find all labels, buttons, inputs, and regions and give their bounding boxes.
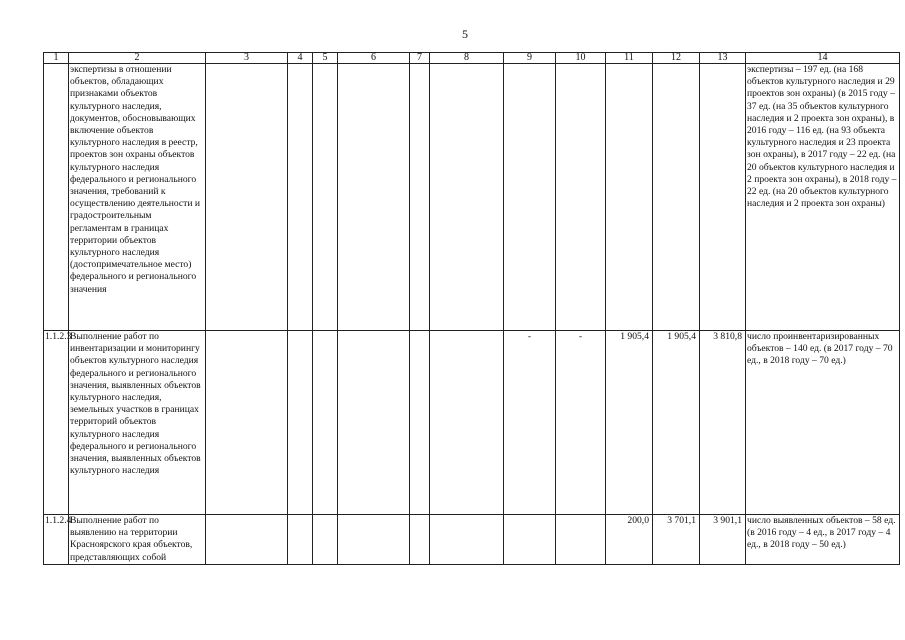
row-col9: - <box>504 331 556 515</box>
row-code: 1.1.2.3 <box>44 331 69 515</box>
row-name: Выполнение работ по выявлению на территории Красноярского края объектов, представляющих собой <box>69 515 206 565</box>
row-col12: 1 905,4 <box>653 331 700 515</box>
row-col10 <box>556 515 606 565</box>
table-row <box>44 515 900 565</box>
empty-cell <box>288 64 313 331</box>
row-code: 1.1.2.4 <box>44 515 69 565</box>
header-cell: 13 <box>700 53 746 64</box>
row-result: экспертизы – 197 ед. (на 168 объектов культурного наследия и 29 проектов зон охраны) (в 2015 году – 37 ед. (на 35 объектов культурного наследия и 2 проекта зон охраны), в 2016 году – 116 ед. (на 93 объекта культурного наследия и 23 проекта зон охраны), в 2017 году – 22 ед. (на 20 объектов культурного наследия и 2 проекта зон охраны), в 2018 году – 22 ед. (на 20 объектов культурного наследия и 2 проекта зон охраны) <box>746 64 900 331</box>
table-row <box>44 64 900 331</box>
header-cell: 9 <box>504 53 556 64</box>
header-cell: 4 <box>288 53 313 64</box>
row-col12: 3 701,1 <box>653 515 700 565</box>
header-cell: 2 <box>69 53 206 64</box>
empty-cell <box>430 331 504 515</box>
empty-cell <box>206 64 288 331</box>
row-col10: - <box>556 331 606 515</box>
row-col9 <box>504 64 556 331</box>
empty-cell <box>410 515 430 565</box>
header-row <box>44 53 900 64</box>
header-cell: 3 <box>206 53 288 64</box>
row-name: Выполнение работ по инвентаризации и мониторингу объектов культурного наследия федерального и регионального значения, выявленных объектов культурного наследия, земельных участков в границах территорий объектов культурного наследия федерального и регионального значения, выявленных объектов культурного наследия <box>69 331 206 515</box>
row-result: число проинвентаризированных объектов – 140 ед. (в 2017 году – 70 ед., в 2018 году – 70 ед.) <box>746 331 900 515</box>
header-cell: 6 <box>338 53 410 64</box>
row-name: экспертизы в отношении объектов, обладающих признаками объектов культурного наследия, документов, обосновывающих включение объектов культурного наследия в реестр, проектов зон охраны объектов культурного наследия федерального и регионального значения, требований к осуществлению деятельности и градостроительным регламентам в границах территории объектов культурного наследия (достопримечательное место) федерального и регионального значения <box>69 64 206 331</box>
table-row <box>44 331 900 515</box>
empty-cell <box>313 515 338 565</box>
row-col13: 3 810,8 <box>700 331 746 515</box>
empty-cell <box>338 515 410 565</box>
header-cell: 1 <box>44 53 69 64</box>
header-cell: 7 <box>410 53 430 64</box>
empty-cell <box>288 331 313 515</box>
program-table <box>43 52 900 565</box>
row-col12 <box>653 64 700 331</box>
empty-cell <box>313 64 338 331</box>
header-cell: 8 <box>430 53 504 64</box>
row-col13: 3 901,1 <box>700 515 746 565</box>
header-cell: 14 <box>746 53 900 64</box>
row-col11: 1 905,4 <box>606 331 653 515</box>
row-col9 <box>504 515 556 565</box>
row-result: число выявленных объектов – 58 ед. (в 2016 году – 4 ед., в 2017 году – 4 ед., в 2018 году – 50 ед.) <box>746 515 900 565</box>
header-cell: 12 <box>653 53 700 64</box>
empty-cell <box>430 515 504 565</box>
row-col11 <box>606 64 653 331</box>
page-number: 5 <box>462 27 468 41</box>
header-cell: 5 <box>313 53 338 64</box>
row-col11: 200,0 <box>606 515 653 565</box>
row-code <box>44 64 69 331</box>
header-cell: 11 <box>606 53 653 64</box>
empty-cell <box>410 64 430 331</box>
empty-cell <box>338 331 410 515</box>
empty-cell <box>206 331 288 515</box>
row-col13 <box>700 64 746 331</box>
empty-cell <box>430 64 504 331</box>
empty-cell <box>206 515 288 565</box>
row-col10 <box>556 64 606 331</box>
empty-cell <box>410 331 430 515</box>
empty-cell <box>288 515 313 565</box>
header-cell: 10 <box>556 53 606 64</box>
empty-cell <box>313 331 338 515</box>
empty-cell <box>338 64 410 331</box>
